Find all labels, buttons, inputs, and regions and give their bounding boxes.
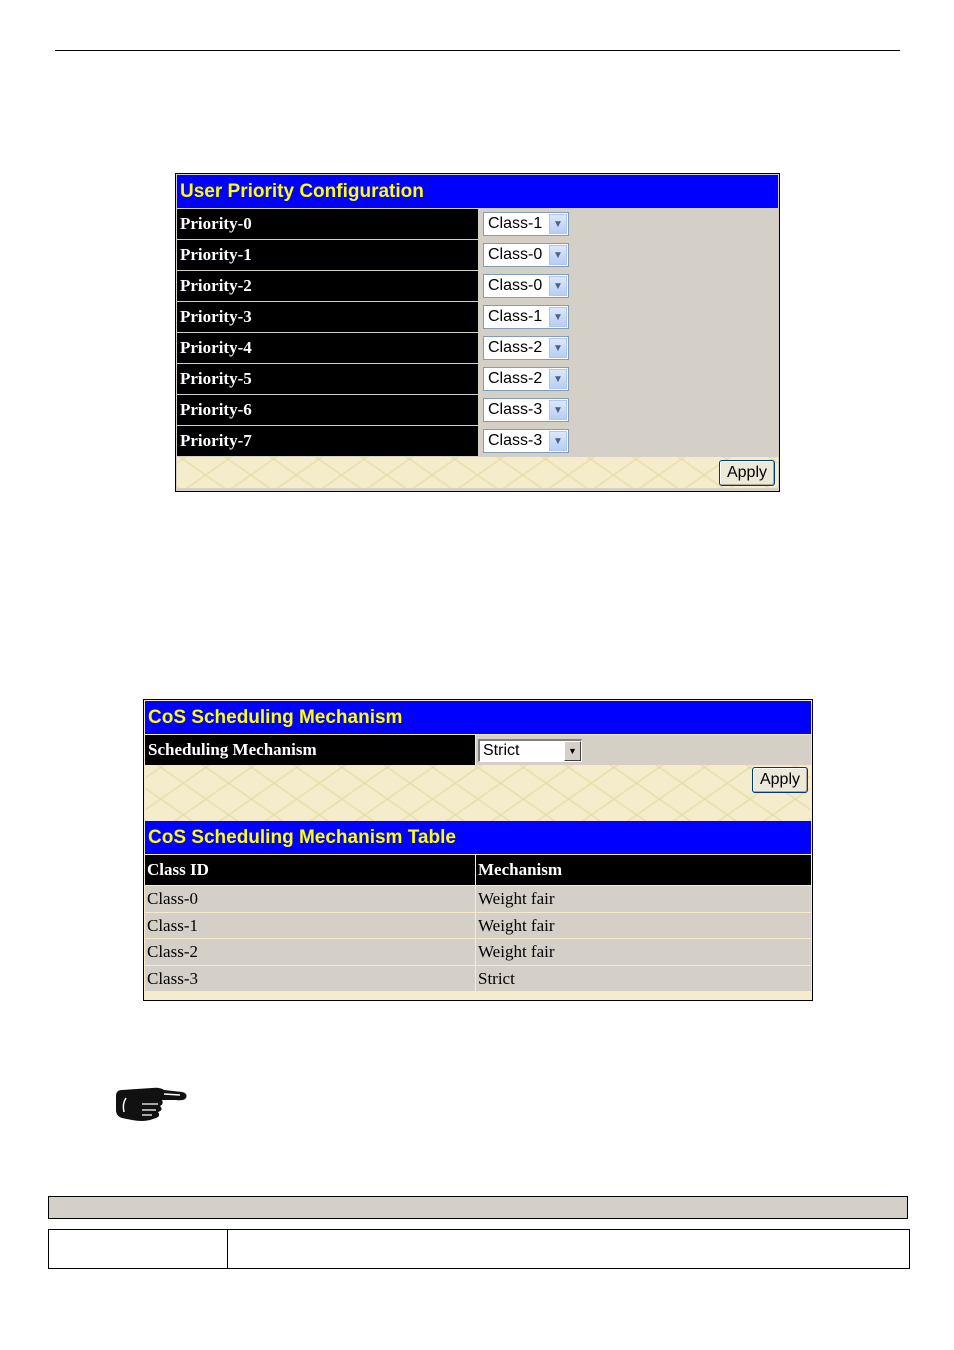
priority-label: Priority-6 [177,395,478,425]
scheduling-mechanism-label: Scheduling Mechanism [145,735,475,765]
cos-scheduling-apply-button[interactable]: Apply [752,767,808,793]
priority-5-class-select[interactable]: Class-2 ▼ [483,367,569,391]
user-priority-panel [175,173,780,492]
chevron-down-icon: ▼ [549,214,567,234]
chevron-down-icon: ▼ [549,369,567,389]
table-row [145,966,811,992]
parameter-table-row [48,1229,910,1269]
priority-row [177,240,778,270]
priority-7-class-select[interactable]: Class-3 ▼ [483,429,569,453]
parameter-table-header [48,1196,908,1219]
column-header-mechanism: Mechanism [476,855,811,885]
scheduling-mechanism-row [145,735,811,765]
page-header-rule [55,50,900,51]
mechanism-cell: Weight fair [476,939,811,965]
priority-label: Priority-2 [177,271,478,301]
priority-row [177,364,778,394]
priority-row [177,426,778,456]
class-id-cell: Class-1 [145,913,475,939]
chevron-down-icon: ▼ [549,245,567,265]
chevron-down-icon: ▼ [549,431,567,451]
class-id-cell: Class-3 [145,966,475,992]
priority-1-class-select[interactable]: Class-0 ▼ [483,243,569,267]
mechanism-cell: Weight fair [476,913,811,939]
mechanism-cell: Strict [476,966,811,992]
priority-label: Priority-4 [177,333,478,363]
priority-row [177,333,778,363]
cos-scheduling-panel [143,699,813,1001]
parameter-description-cell [228,1230,909,1268]
priority-label: Priority-1 [177,240,478,270]
priority-label: Priority-3 [177,302,478,332]
mechanism-cell: Weight fair [476,886,811,912]
priority-3-class-select[interactable]: Class-1 ▼ [483,305,569,329]
user-priority-footer [177,457,778,488]
pointing-hand-icon [112,1082,188,1126]
chevron-down-icon: ▼ [549,276,567,296]
class-id-cell: Class-0 [145,886,475,912]
chevron-down-icon: ▼ [549,307,567,327]
cos-table-header [145,855,811,885]
chevron-down-icon: ▼ [549,400,567,420]
priority-label: Priority-7 [177,426,478,456]
scheduling-mechanism-select[interactable]: Strict ▼ [478,739,582,762]
cos-scheduling-footer [145,765,811,821]
priority-4-class-select[interactable]: Class-2 ▼ [483,336,569,360]
chevron-down-icon: ▼ [564,741,581,761]
table-row [145,939,811,965]
priority-2-class-select[interactable]: Class-0 ▼ [483,274,569,298]
table-row [145,886,811,912]
priority-label: Priority-5 [177,364,478,394]
chevron-down-icon: ▼ [549,338,567,358]
class-id-cell: Class-2 [145,939,475,965]
user-priority-apply-button[interactable]: Apply [719,460,775,486]
column-header-class-id: Class ID [145,855,475,885]
cos-scheduling-title: CoS Scheduling Mechanism [145,701,811,734]
parameter-name-cell [49,1230,228,1268]
priority-label: Priority-0 [177,209,478,239]
priority-row [177,302,778,332]
priority-0-class-select[interactable]: Class-1 ▼ [483,212,569,236]
table-row [145,913,811,939]
priority-row [177,271,778,301]
priority-row [177,395,778,425]
priority-6-class-select[interactable]: Class-3 ▼ [483,398,569,422]
priority-row [177,209,778,239]
cos-scheduling-table-title: CoS Scheduling Mechanism Table [145,821,811,854]
user-priority-title: User Priority Configuration [177,175,778,208]
